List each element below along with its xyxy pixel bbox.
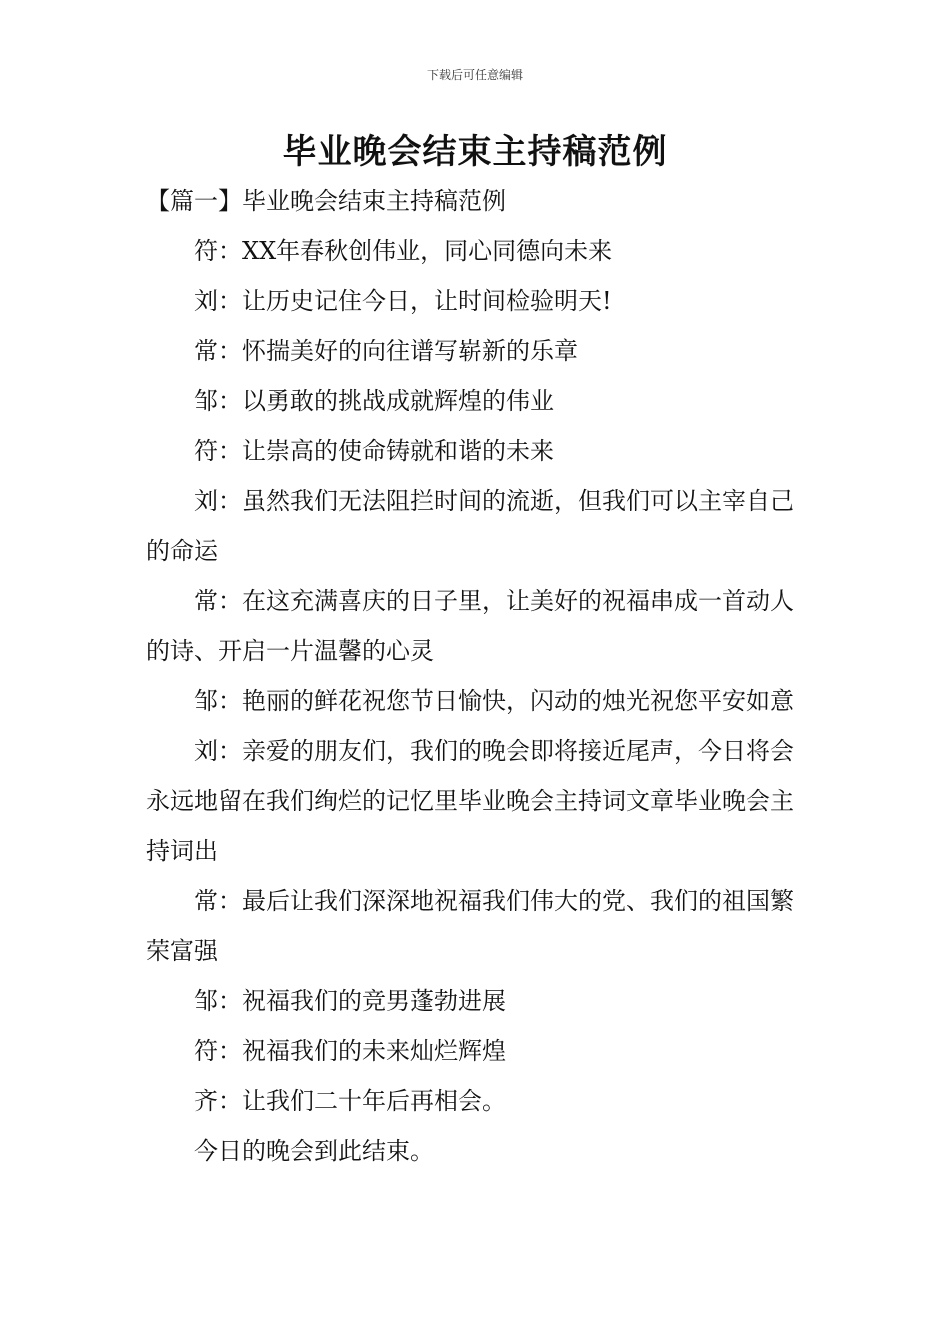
document-body [146,176,810,1176]
paragraph: 刘：虽然我们无法阻拦时间的流逝，但我们可以主宰自己的命运 [146,487,794,565]
paragraph: 刘：让历史记住今日，让时间检验明天! [194,287,612,315]
paragraph: 常：怀揣美好的向往谱写崭新的乐章 [194,337,578,365]
paragraph: 刘：亲爱的朋友们，我们的晚会即将接近尾声，今日将会永远地留在我们绚烂的记忆里毕业晚会主持词文章毕业晚会主持词出 [146,737,794,865]
document-title: 毕业晚会结束主持稿范例 [282,132,668,172]
paragraph: 齐：让我们二十年后再相会。 [194,1087,506,1115]
paragraph: 邹：以勇敢的挑战成就辉煌的伟业 [194,387,554,415]
paragraph: 符：XX年春秋创伟业，同心同德向未来 [194,237,613,265]
paragraph: 今日的晚会到此结束。 [194,1137,434,1165]
paragraph: 常：最后让我们深深地祝福我们伟大的党、我们的祖国繁荣富强 [146,887,794,965]
paragraph: 常：在这充满喜庆的日子里，让美好的祝福串成一首动人的诗、开启一片温馨的心灵 [146,587,794,665]
paragraph: 邹：艳丽的鲜花祝您节日愉快，闪动的烛光祝您平安如意 [194,687,794,715]
paragraph: 邹：祝福我们的竞男蓬勃进展 [194,987,506,1015]
header-note: 下载后可任意编辑 [426,68,523,82]
paragraph: 符：让崇高的使命铸就和谐的未来 [194,437,554,465]
section-heading: 【篇一】毕业晚会结束主持稿范例 [146,187,506,215]
paragraph: 符：祝福我们的未来灿烂辉煌 [194,1037,506,1065]
